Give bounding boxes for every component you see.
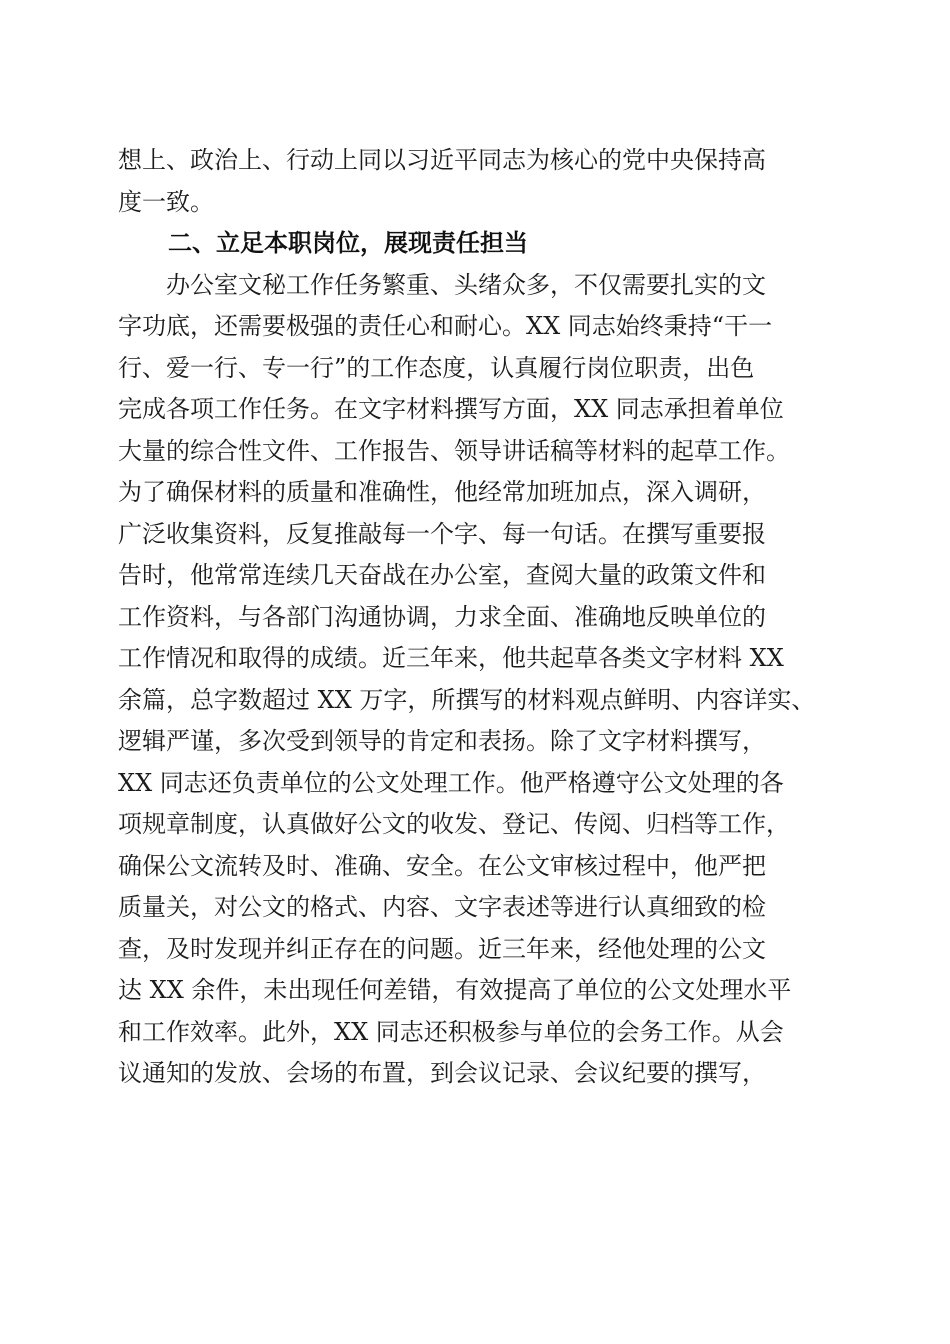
paragraph-line: XX 同志还负责单位的公文处理工作。他严格遵守公文处理的各 xyxy=(118,768,784,797)
paragraph-line: 大量的综合性文件、工作报告、领导讲话稿等材料的起草工作。 xyxy=(118,436,790,465)
paragraph-line: 告时，他常常连续几天奋战在办公室，查阅大量的政策文件和 xyxy=(118,561,766,589)
paragraph-line: 想上、政治上、行动上同以习近平同志为核心的党中央保持高 xyxy=(118,146,766,174)
paragraph-line: 确保公文流转及时、准确、安全。在公文审核过程中，他严把 xyxy=(118,851,766,880)
paragraph-line: 行、爱一行、专一行”的工作态度，认真履行岗位职责，出色 xyxy=(118,353,755,382)
section-heading: 二、立足本职岗位，展现责任担当 xyxy=(168,229,528,257)
paragraph-line: 议通知的发放、会场的布置，到会议记录、会议纪要的撰写， xyxy=(118,1059,766,1087)
paragraph-line: 办公室文秘工作任务繁重、头绪众多，不仅需要扎实的文 xyxy=(166,270,766,299)
paragraph-line: 工作情况和取得的成绩。近三年来，他共起草各类文字材料 XX xyxy=(118,644,784,672)
paragraph-line: 广泛收集资料，反复推敲每一个字、每一句话。在撰写重要报 xyxy=(118,519,766,548)
paragraph-line: 完成各项工作任务。在文字材料撰写方面，XX 同志承担着单位 xyxy=(118,395,784,423)
paragraph-line: 余篇，总字数超过 XX 万字，所撰写的材料观点鲜明、内容详实、 xyxy=(118,685,816,714)
paragraph-line: 为了确保材料的质量和准确性，他经常加班加点，深入调研， xyxy=(118,478,766,506)
paragraph-line: 度一致。 xyxy=(118,187,214,216)
paragraph-line: 和工作效率。此外，XX 同志还积极参与单位的会务工作。从会 xyxy=(118,1017,784,1046)
document-body xyxy=(118,140,848,1095)
paragraph-line: 项规章制度，认真做好公文的收发、登记、传阅、归档等工作， xyxy=(118,810,790,838)
paragraph-line: 逻辑严谨，多次受到领导的肯定和表扬。除了文字材料撰写， xyxy=(118,727,766,755)
paragraph-line: 字功底，还需要极强的责任心和耐心。XX 同志始终秉持“干一 xyxy=(118,312,773,340)
paragraph-line: 查，及时发现并纠正存在的问题。近三年来，经他处理的公文 xyxy=(118,934,766,963)
paragraph-line: 工作资料，与各部门沟通协调，力求全面、准确地反映单位的 xyxy=(118,602,766,631)
paragraph-line: 质量关，对公文的格式、内容、文字表述等进行认真细致的检 xyxy=(118,893,766,921)
paragraph-line: 达 XX 余件，未出现任何差错，有效提高了单位的公文处理水平 xyxy=(118,976,792,1004)
